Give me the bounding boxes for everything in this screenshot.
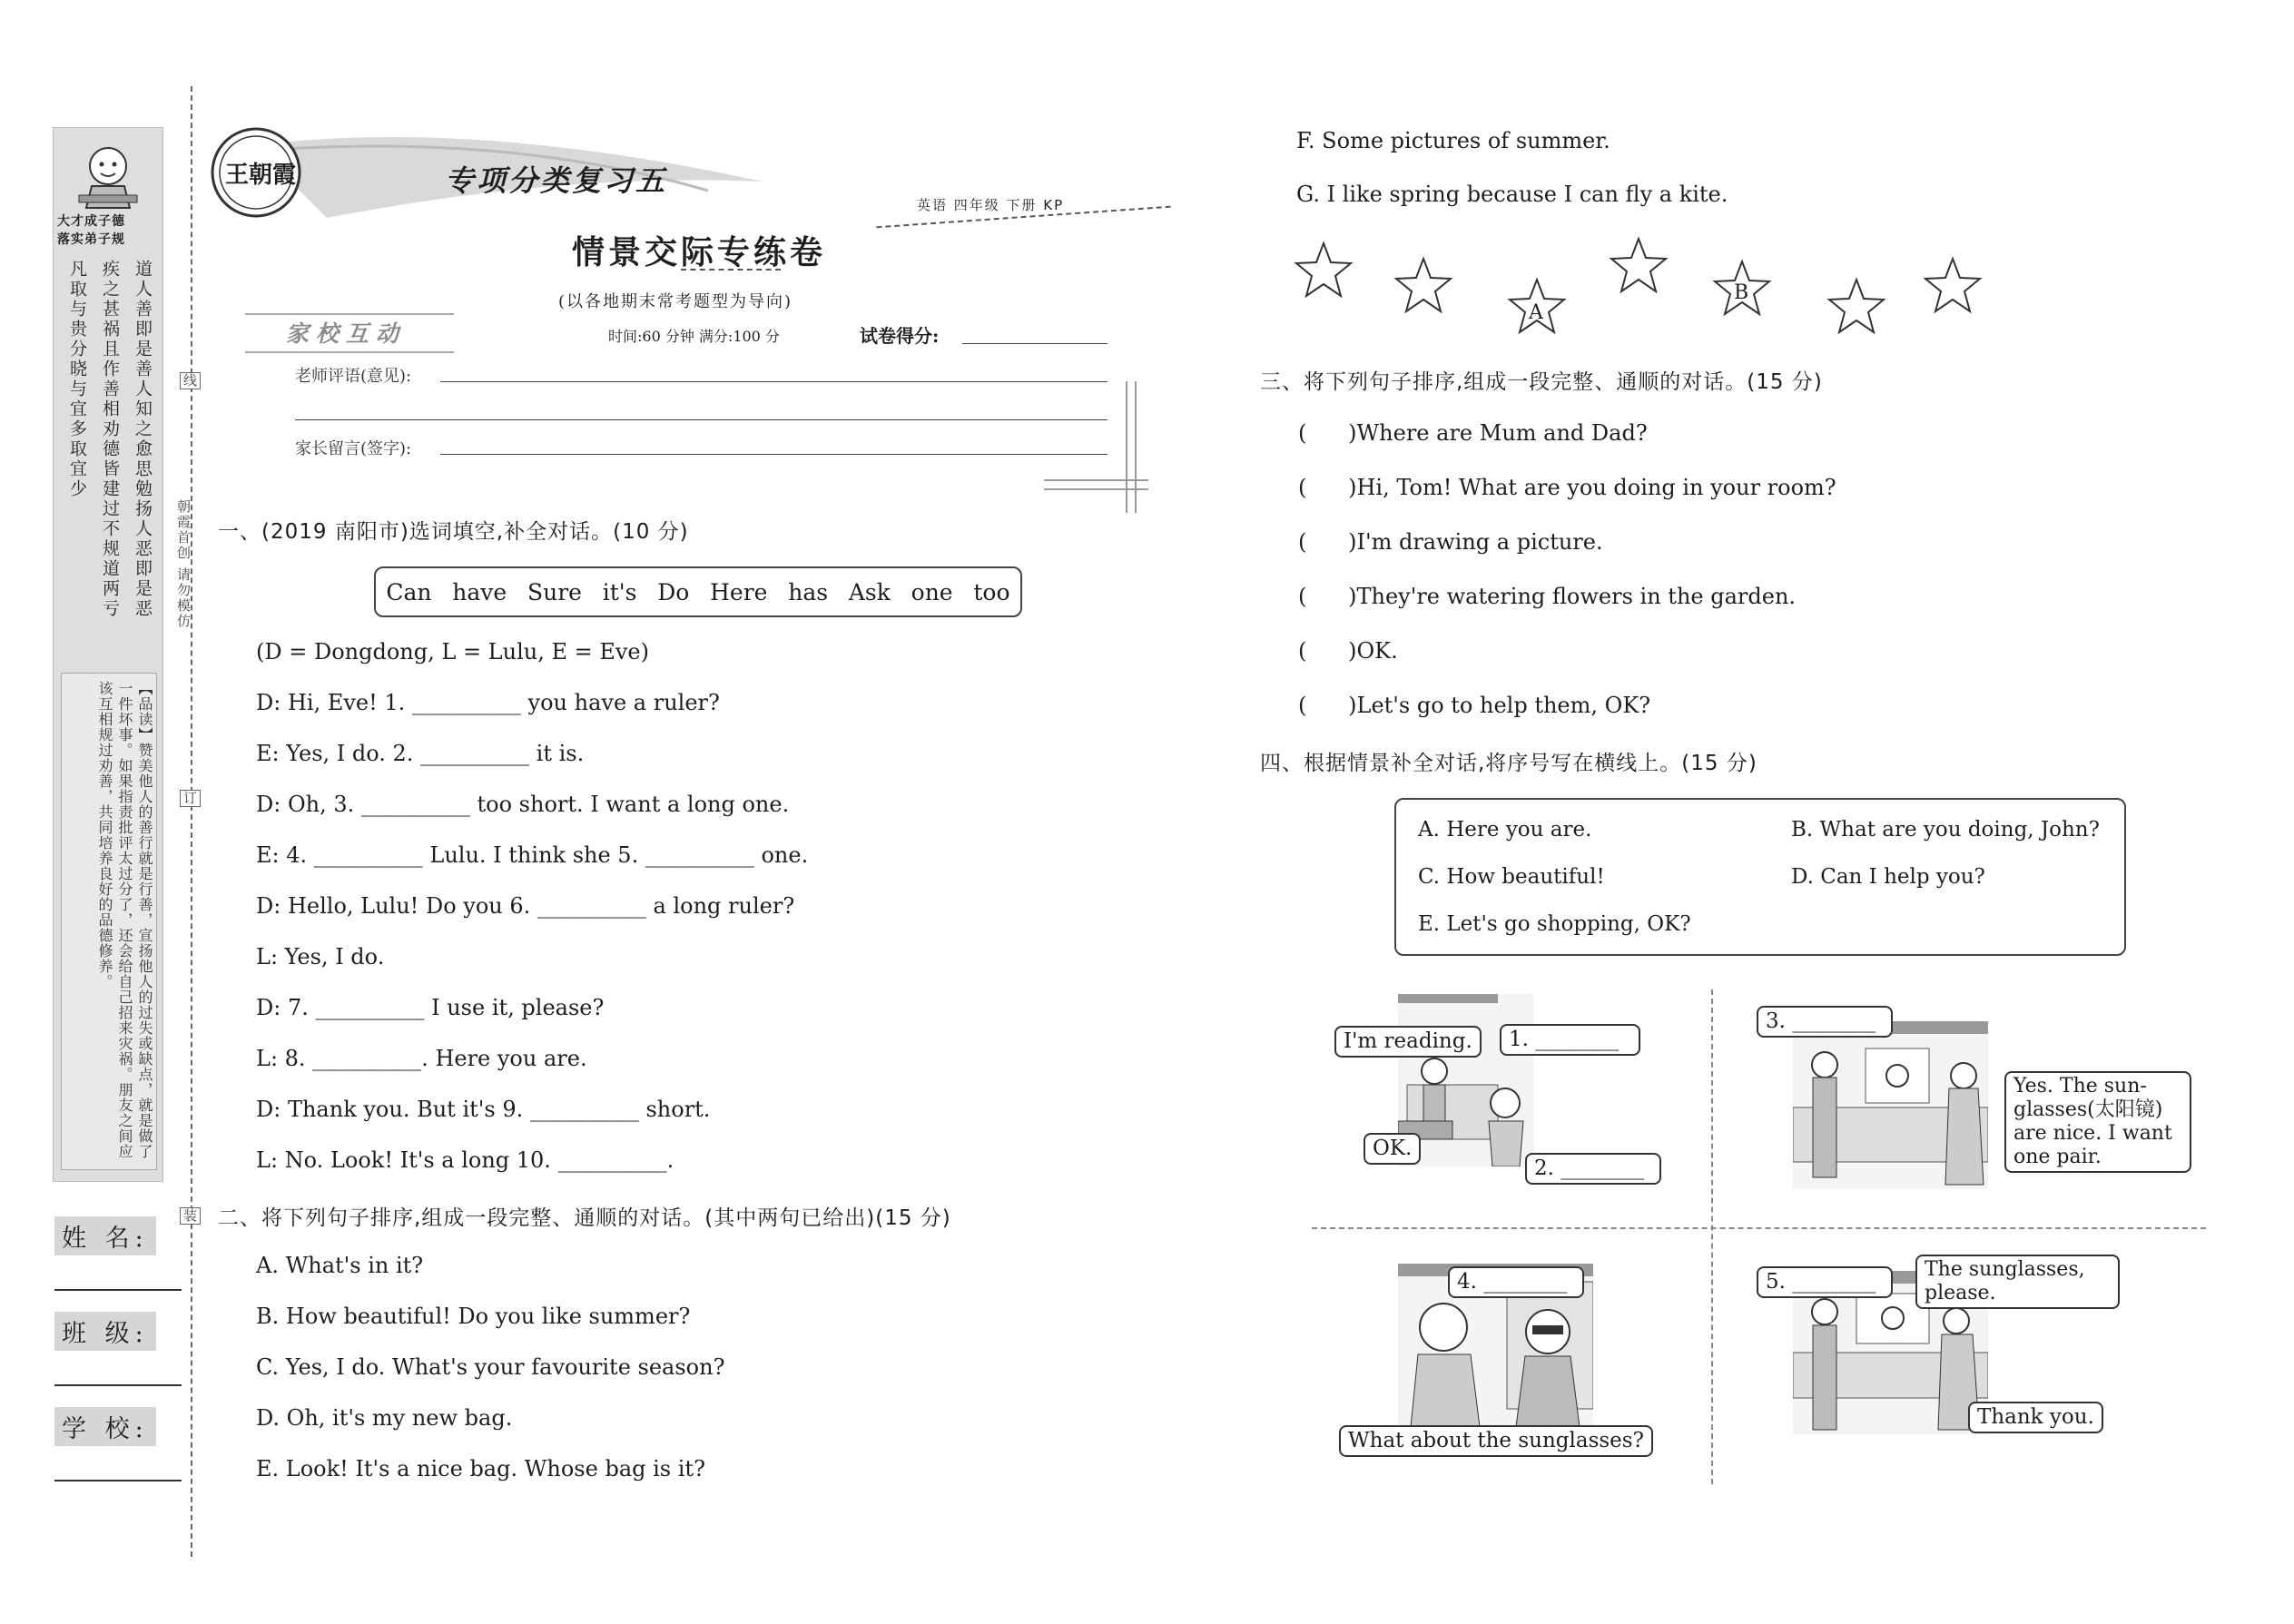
name-field[interactable]: [54, 1289, 182, 1291]
q1-line-6: L: Yes, I do.: [256, 944, 385, 969]
home-school-label: 家校互动: [286, 320, 407, 347]
bubble-what-about: What about the sunglasses?: [1339, 1425, 1653, 1457]
q2-option-f: F. Some pictures of summer.: [1296, 128, 1610, 153]
reading-tips: 【品读】赞美他人的善行就是行善，宣扬他人的过失或缺点，就是做了一件坏事。如果指责批评太过分了，还会给自己招来灾祸。朋友之间应该互相规过劝善，共同培养良好的品德修养。: [96, 681, 153, 1159]
q1-line-5: D: Hello, Lulu! Do you 6. __________ a long ruler?: [256, 893, 795, 919]
q2-option-d: D. Oh, it's my new bag.: [256, 1405, 513, 1431]
star-label-a: A: [1529, 301, 1543, 324]
word-option: one: [911, 578, 953, 605]
motto-column-2: 疾之甚祸且作善相劝德皆建过不规道两亏: [100, 260, 120, 619]
bubble-sunglasses-line-1: Yes. The sun-: [2013, 1075, 2147, 1097]
word-option: have: [452, 578, 507, 605]
header-frame-bottom: [1044, 479, 1148, 490]
word-option: it's: [602, 578, 637, 605]
student-mascot-icon: [74, 137, 143, 210]
answer-star-7[interactable]: [1923, 256, 1983, 316]
word-option: Can: [386, 578, 432, 605]
q3-line-1: ( )Where are Mum and Dad?: [1298, 420, 1648, 446]
binding-label-line: 线: [180, 372, 201, 389]
score-label: 试卷得分:: [860, 325, 940, 347]
bubble-ok: OK.: [1364, 1133, 1421, 1165]
logo-caption-1: 大才成子德: [57, 214, 125, 229]
reading-tips-box: [61, 673, 157, 1170]
word-option: Sure: [527, 578, 582, 605]
q3-line-6: ( )Let's go to help them, OK?: [1298, 693, 1651, 718]
speaker-key: (D = Dongdong, L = Lulu, E = Eve): [256, 639, 649, 664]
grade-tags: 英语 四年级 下册 KP: [917, 197, 1065, 213]
q2-option-c: C. Yes, I do. What's your favourite season?: [256, 1354, 725, 1380]
bubble-reading: I'm reading.: [1334, 1026, 1482, 1058]
logo-caption-2: 落实弟子规: [57, 232, 125, 247]
q1-line-9: D: Thank you. But it's 9. __________ short.: [256, 1097, 711, 1122]
class-field[interactable]: [54, 1384, 182, 1386]
word-option: too: [973, 578, 1010, 605]
q2-option-e: E. Look! It's a nice bag. Whose bag is it?: [256, 1456, 705, 1481]
bubble-the-sunglasses-line-2: please.: [1925, 1282, 1996, 1304]
q2-heading: 二、将下列句子排序,组成一段完整、通顺的对话。(其中两句已给出)(15 分): [218, 1206, 951, 1230]
q4-option-d: D. Can I help you?: [1791, 865, 1985, 889]
comic-panel-2: [1793, 1021, 1988, 1189]
star-label-b: B: [1734, 281, 1749, 304]
bubble-sunglasses-line-4: one pair.: [2013, 1146, 2102, 1168]
q1-line-2: E: Yes, I do. 2. __________ it is.: [256, 741, 585, 766]
q1-line-10: L: No. Look! It's a long 10. __________.: [256, 1147, 674, 1173]
motto-column-3: 凡取与贵分晓与宜多取宜少: [67, 260, 87, 499]
bubble-sunglasses-line-3: are nice. I want: [2013, 1122, 2172, 1145]
word-option: has: [788, 578, 829, 605]
class-label: 班 级:: [54, 1312, 156, 1351]
binding-label-notice: 朝霞首创 请勿模仿: [175, 499, 192, 629]
word-option: Do: [657, 578, 690, 605]
parent-comment-line[interactable]: [440, 454, 1108, 455]
answer-star-2[interactable]: [1393, 256, 1453, 316]
banner-title: 专项分类复习五: [445, 163, 668, 198]
page-subtitle: (以各地期末常考题型为导向): [558, 292, 793, 311]
comic-divider-horizontal: [1312, 1227, 2206, 1229]
q4-heading: 四、根据情景补全对话,将序号写在横线上。(15 分): [1260, 752, 1757, 775]
sidebar-panel: [53, 127, 163, 1182]
word-bank: [374, 566, 1022, 617]
header-frame-right: [1126, 381, 1137, 513]
q2-option-a: A. What's in it?: [256, 1253, 424, 1278]
school-field[interactable]: [54, 1480, 182, 1481]
score-field[interactable]: [962, 343, 1108, 344]
q4-option-c: C. How beautiful!: [1418, 865, 1605, 889]
q2-option-g: G. I like spring because I can fly a kite.: [1296, 182, 1728, 207]
publisher-logo: 王朝霞: [225, 162, 297, 189]
teacher-comment-label: 老师评语(意见):: [295, 367, 412, 386]
name-label: 姓 名:: [54, 1216, 156, 1255]
parent-comment-label: 家长留言(签字):: [295, 439, 412, 458]
bubble-answer-2[interactable]: 2. ________: [1525, 1153, 1661, 1185]
school-label: 学 校:: [54, 1407, 156, 1446]
comic-divider-vertical: [1711, 989, 1713, 1484]
answer-star-4[interactable]: [1609, 236, 1669, 296]
bubble-answer-4[interactable]: 4. ________: [1448, 1266, 1584, 1298]
q4-option-e: E. Let's go shopping, OK?: [1418, 912, 1691, 936]
bubble-sunglasses-line-2: glasses(太阳镜): [2013, 1098, 2163, 1121]
q2-option-b: B. How beautiful! Do you like summer?: [256, 1304, 691, 1329]
q3-heading: 三、将下列句子排序,组成一段完整、通顺的对话。(15 分): [1260, 370, 1823, 394]
exam-meta: 时间:60 分钟 满分:100 分: [608, 328, 780, 345]
q4-option-b: B. What are you doing, John?: [1791, 818, 2100, 842]
q4-options-box: [1394, 798, 2126, 956]
answer-star-1[interactable]: [1294, 241, 1354, 300]
bubble-want-sunglasses: [2004, 1071, 2191, 1173]
q3-line-4: ( )They're watering flowers in the garden.: [1298, 584, 1797, 609]
bubble-answer-3[interactable]: 3. ________: [1757, 1006, 1893, 1038]
answer-star-6[interactable]: [1826, 277, 1886, 337]
q1-line-7: D: 7. __________ I use it, please?: [256, 995, 605, 1020]
word-option: Ask: [848, 578, 891, 605]
bubble-thank-you: Thank you.: [1968, 1402, 2103, 1433]
motto-column-1: 道人善即是善人知之愈思勉扬人恶即是恶: [133, 260, 153, 619]
bubble-the-sunglasses: [1915, 1255, 2120, 1309]
bubble-answer-1[interactable]: 1. ________: [1500, 1024, 1640, 1056]
binding-label-zhuang: 装: [180, 1207, 201, 1225]
teacher-comment-line-1[interactable]: [440, 381, 1108, 382]
q3-line-3: ( )I'm drawing a picture.: [1298, 529, 1603, 555]
teacher-comment-line-2[interactable]: [295, 419, 1108, 420]
q3-line-5: ( )OK.: [1298, 638, 1398, 664]
binding-line: [191, 86, 192, 1557]
binding-label-ding: 订: [180, 790, 201, 807]
word-option: Here: [710, 578, 768, 605]
q1-line-3: D: Oh, 3. __________ too short. I want a long one.: [256, 792, 790, 817]
title-underline: [681, 269, 781, 271]
q1-line-4: E: 4. __________ Lulu. I think she 5. __________ one.: [256, 842, 809, 868]
bubble-the-sunglasses-line-1: The sunglasses,: [1925, 1258, 2085, 1281]
q1-line-8: L: 8. __________. Here you are.: [256, 1046, 587, 1071]
bubble-answer-5[interactable]: 5. ________: [1757, 1266, 1893, 1298]
q4-option-a: A. Here you are.: [1418, 818, 1592, 842]
q3-line-2: ( )Hi, Tom! What are you doing in your room?: [1298, 475, 1836, 500]
q1-line-1: D: Hi, Eve! 1. __________ you have a ruler?: [256, 690, 720, 715]
page-title: 情景交际专练卷: [572, 233, 827, 271]
q1-heading: 一、(2019 南阳市)选词填空,补全对话。(10 分): [218, 520, 689, 544]
